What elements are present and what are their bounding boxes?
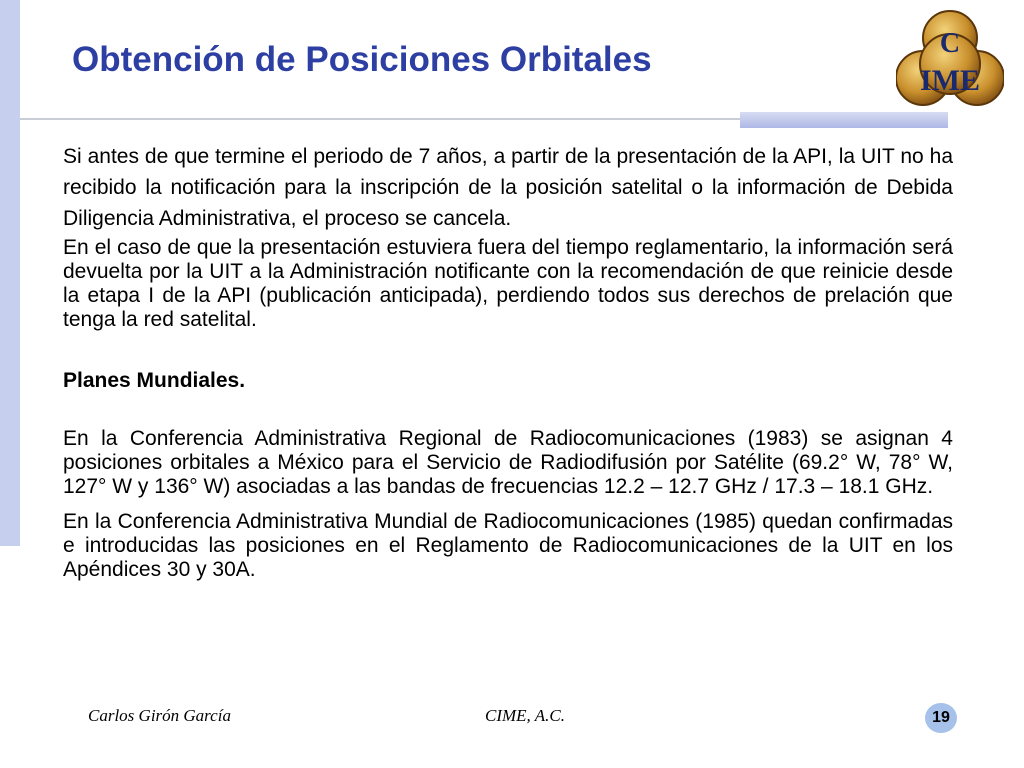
page-number-badge: 19 [925,703,957,733]
left-accent-bar [0,0,20,546]
svg-text:IME: IME [920,64,980,97]
section-heading-world-plans: Planes Mundiales. [63,369,246,392]
slide-body [63,141,953,582]
paragraph-cancellation: Si antes de que termine el periodo de 7 años, a partir de la presentación de la API, la UIT no ha recibido la notificación para la inscripción de la posición satelital o la información de Debida Diligencia Administrativa, el proceso se cancela. [63,145,953,230]
svg-text:C: C [939,28,961,59]
footer-organization: CIME, A.C. [485,706,565,725]
slide-title: Obtención de Posiciones Orbitales [72,40,652,79]
footer-author: Carlos Girón García [88,706,231,725]
cime-logo-icon [896,8,1004,114]
paragraph-regional-conference: En la Conferencia Administrativa Regional de Radiocomunicaciones (1983) se asignan 4 posiciones orbitales a México para el Servicio de Radiodifusión por Satélite (69.2° W, 78° W, 127° W y 136° W) asociadas a las bandas de frecuencias 12.2 – 12.7 GHz / 17.3 – 18.1 GHz. [63,427,953,498]
title-divider-accent [740,112,948,128]
paragraph-world-conference: En la Conferencia Administrativa Mundial de Radiocomunicaciones (1985) quedan confirmadas e introducidas las posiciones en el Reglamento de Radiocomunicaciones de la UIT en los Apéndices 30 y 30A. [63,510,953,581]
paragraph-late-submission: En el caso de que la presentación estuviera fuera del tiempo reglamentario, la información será devuelta por la UIT a la Administración notificante con la recomendación de que reinicie desde la etapa I de la API (publicación anticipada), perdiendo todos sus derechos de prelación que tenga la red satelital. [63,236,953,331]
